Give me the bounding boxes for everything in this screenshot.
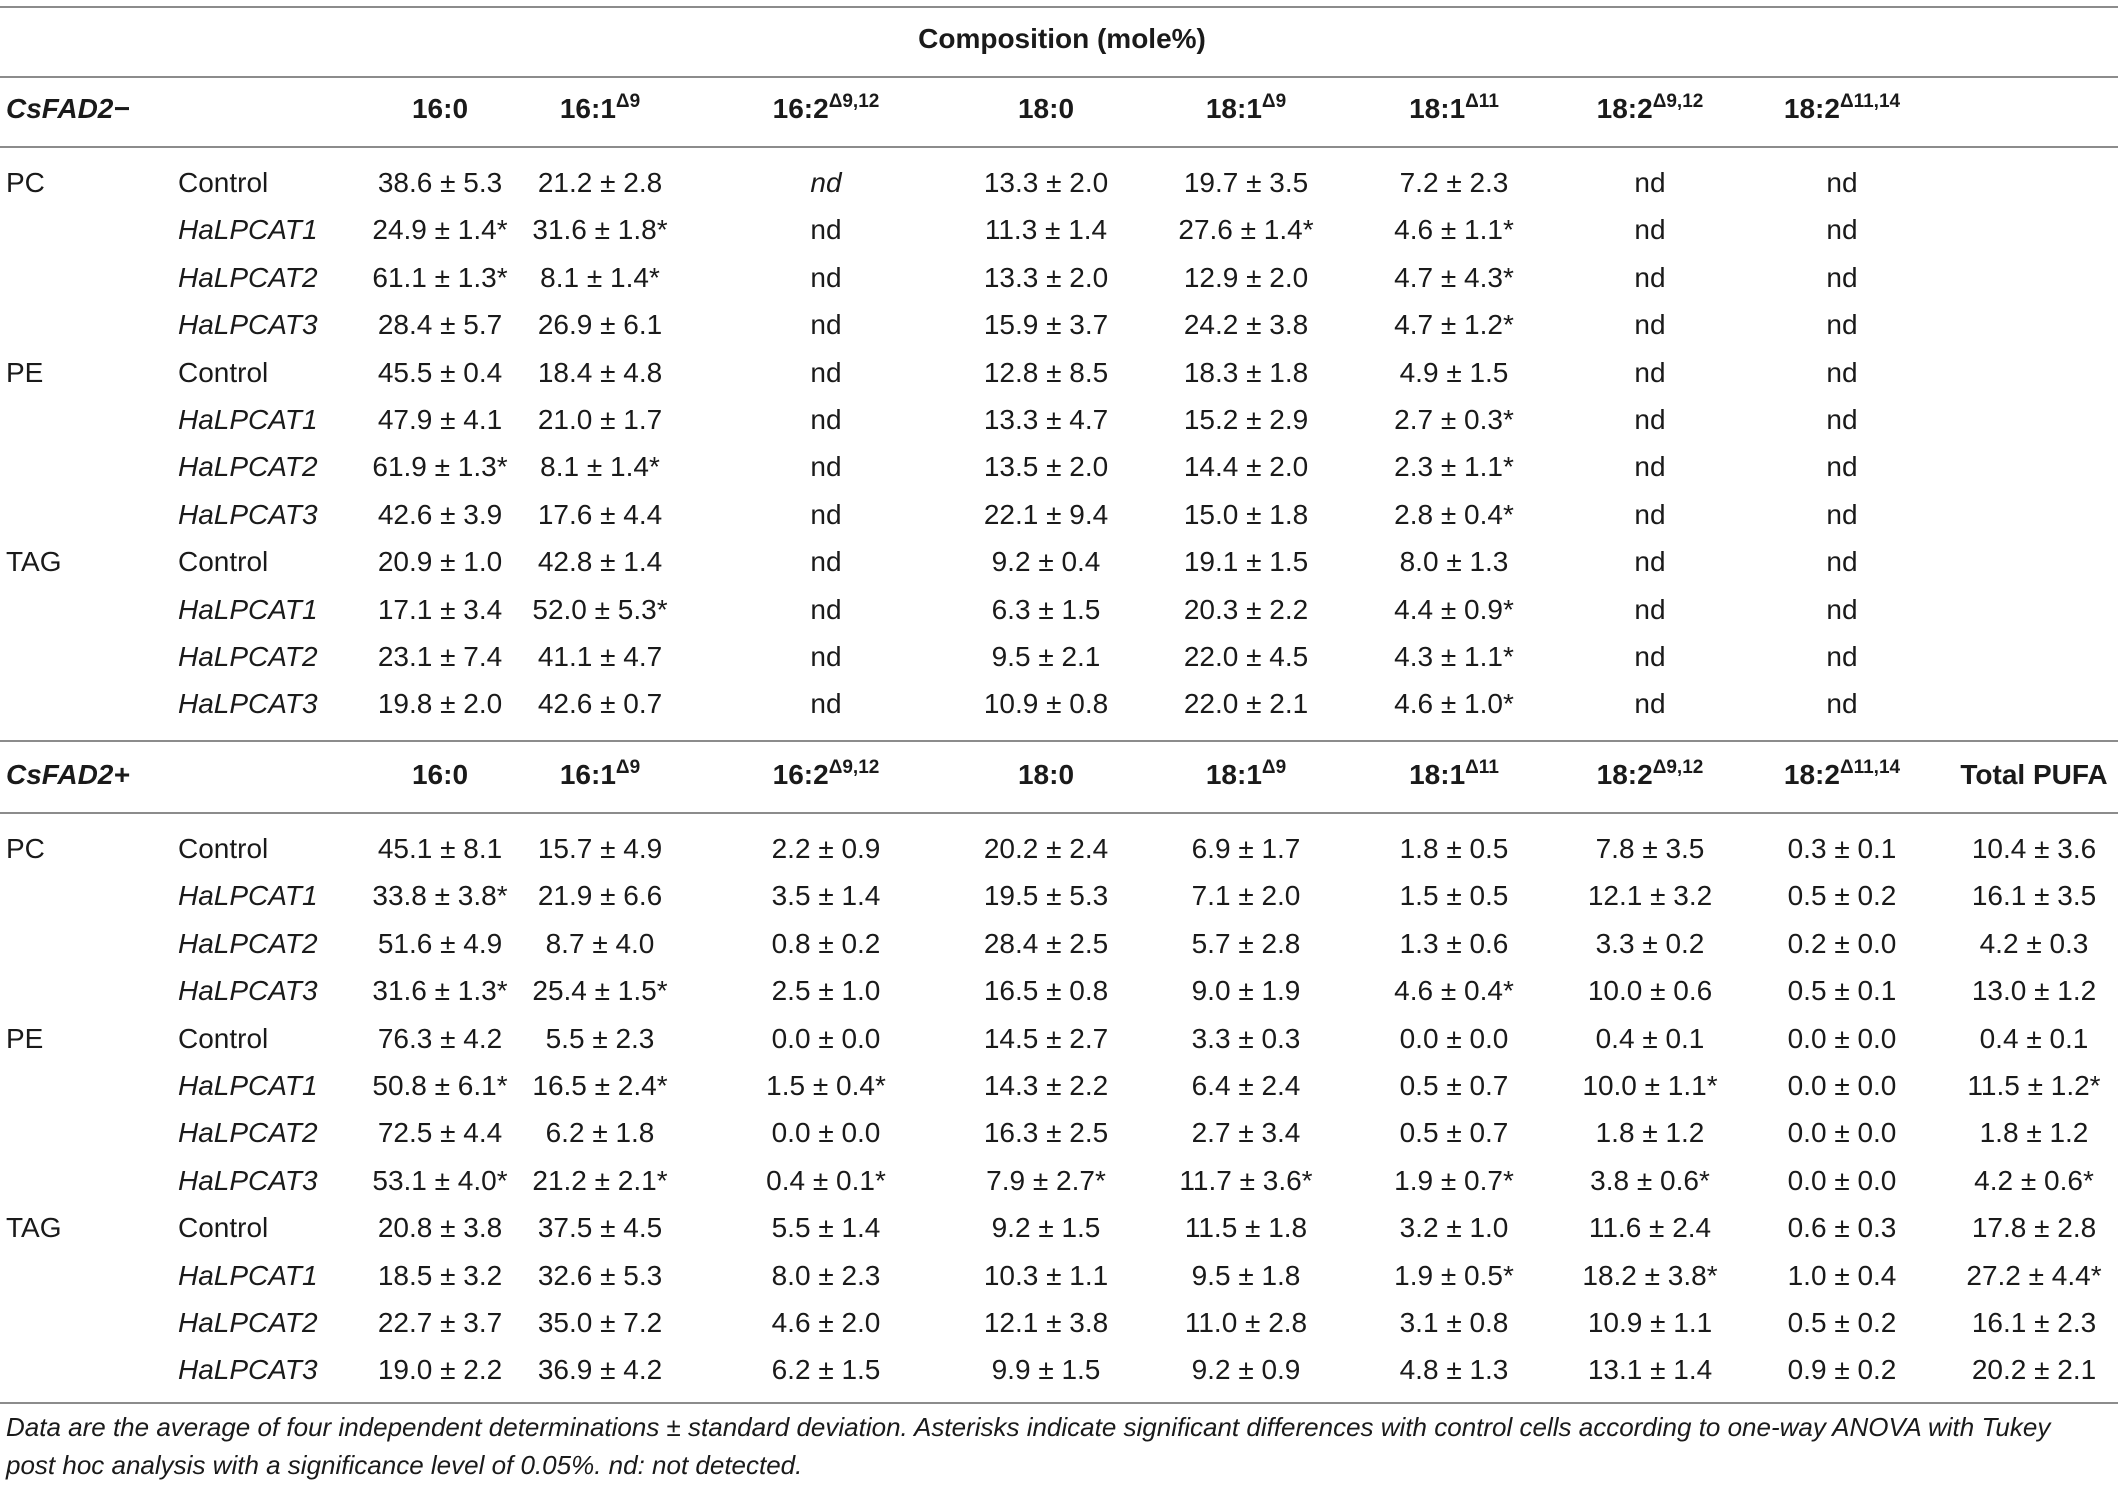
table-cell: 45.1 ± 8.1	[377, 833, 503, 864]
table-cell: 6.9 ± 1.7	[1191, 833, 1301, 864]
table-cell: 27.6 ± 1.4*	[1178, 214, 1314, 246]
table-cell: 24.2 ± 3.8	[1183, 309, 1309, 341]
table-cell: 20.9 ± 1.0	[377, 546, 503, 578]
table-cell: nd	[1634, 167, 1666, 198]
cell-line-label: HaLPCAT3	[178, 1354, 318, 1386]
cell-line-label: HaLPCAT1	[178, 1070, 318, 1101]
column-header: $18:2^{\Delta 11,14}$	[1783, 91, 1901, 124]
table-cell: 32.6 ± 5.3	[537, 1259, 663, 1291]
table-cell: nd	[1634, 641, 1666, 672]
table-cell: 19.7 ± 3.5	[1183, 167, 1309, 198]
table-cell: 11.5 ± 1.8	[1184, 1212, 1308, 1244]
table-cell: nd	[810, 404, 842, 435]
table-cell: 16.5 ± 2.4*	[532, 1070, 668, 1101]
table-cell: 16.3 ± 2.5	[983, 1117, 1109, 1149]
table-cell: 47.9 ± 4.1	[377, 404, 503, 435]
table-cell: 42.8 ± 1.4	[537, 546, 663, 578]
table-cell: 22.1 ± 9.4	[983, 498, 1109, 530]
lipid-class-label: TAG	[6, 1212, 62, 1244]
table-cell: 19.8 ± 2.0	[377, 688, 503, 720]
table-cell: 2.5 ± 1.0	[771, 975, 881, 1007]
table-cell: 11.3 ± 1.4	[984, 214, 1108, 246]
table-cell: 9.2 ± 0.4	[991, 546, 1101, 578]
cell-line-label: HaLPCAT2	[178, 641, 318, 672]
table-cell: 24.9 ± 1.4*	[372, 214, 508, 246]
table-cell: 4.6 ± 1.0*	[1394, 688, 1514, 720]
table-cell: 4.7 ± 1.2*	[1394, 309, 1514, 341]
table-cell: 76.3 ± 4.2	[377, 1022, 503, 1054]
table-cell: 28.4 ± 2.5	[983, 927, 1109, 959]
table-cell: nd	[810, 356, 842, 388]
table-cell: nd	[1826, 451, 1858, 483]
cell-line-label: HaLPCAT3	[178, 975, 318, 1007]
table-cell: 10.9 ± 0.8	[983, 688, 1109, 720]
table-cell: 1.8 ± 1.2	[1979, 1117, 2089, 1149]
table-cell: nd	[1826, 688, 1858, 720]
cell-line-label: HaLPCAT1	[178, 1259, 318, 1291]
cell-line-label: HaLPCAT3	[178, 688, 318, 720]
table-cell: 17.6 ± 4.4	[537, 498, 663, 530]
table-cell: 10.4 ± 3.6	[1971, 833, 2097, 864]
column-header: $18:2^{\Delta 9,12}$	[1596, 91, 1704, 124]
table-cell: 17.1 ± 3.4	[377, 593, 503, 625]
table-cell: 0.2 ± 0.0	[1787, 927, 1897, 959]
table-cell: 11.0 ± 2.8	[1184, 1307, 1308, 1338]
table-cell: 22.0 ± 4.5	[1183, 641, 1309, 672]
table-cell: 3.1 ± 0.8	[1399, 1307, 1509, 1338]
section-label: CsFAD2+	[6, 759, 130, 790]
table-cell: 50.8 ± 6.1*	[372, 1070, 508, 1101]
table-cell: 42.6 ± 0.7	[537, 688, 663, 720]
cell-line-label: HaLPCAT1	[178, 593, 318, 625]
table-cell: nd	[810, 641, 842, 672]
table-cell: 21.9 ± 6.6	[537, 880, 663, 912]
table-cell: 4.2 ± 0.6*	[1974, 1164, 2094, 1196]
table-cell: 2.7 ± 3.4	[1191, 1117, 1301, 1149]
table-cell: 19.0 ± 2.2	[377, 1354, 503, 1386]
table-cell: 18.5 ± 3.2	[377, 1259, 503, 1291]
table-cell: 3.3 ± 0.3	[1191, 1022, 1301, 1054]
table-cell: 0.0 ± 0.0	[1399, 1022, 1509, 1054]
table-cell: 22.0 ± 2.1	[1183, 688, 1309, 720]
table-cell: nd	[1634, 214, 1666, 246]
table-cell: 18.2 ± 3.8*	[1582, 1259, 1718, 1291]
table-cell: 2.7 ± 0.3*	[1394, 404, 1514, 435]
column-header: $16:2^{\Delta 9,12}$	[772, 91, 880, 124]
table-cell: 15.0 ± 1.8	[1183, 498, 1309, 530]
table-cell: 0.4 ± 0.1*	[766, 1164, 886, 1196]
column-header: 16:0	[411, 93, 469, 124]
table-cell: 8.0 ± 2.3	[771, 1259, 881, 1291]
table-cell: 12.1 ± 3.8	[983, 1307, 1109, 1338]
table-cell: 2.2 ± 0.9	[771, 833, 881, 864]
table-cell: 18.3 ± 1.8	[1183, 356, 1309, 388]
table-cell: 10.0 ± 0.6	[1587, 975, 1713, 1007]
column-header: $18:2^{\Delta 9,12}$	[1596, 757, 1704, 790]
table-cell: 1.8 ± 1.2	[1595, 1117, 1705, 1149]
table-cell: 9.9 ± 1.5	[991, 1354, 1101, 1386]
table-cell: 10.3 ± 1.1	[983, 1259, 1109, 1291]
table-cell: 41.1 ± 4.7	[537, 641, 663, 672]
table-cell: 0.0 ± 0.0	[1787, 1117, 1897, 1149]
table-cell: 1.3 ± 0.6	[1399, 927, 1509, 959]
cell-line-label: Control	[178, 167, 269, 198]
table-cell: 0.8 ± 0.2	[771, 927, 881, 959]
section-label: CsFAD2−	[6, 93, 130, 124]
table-cell: 0.6 ± 0.3	[1787, 1212, 1897, 1244]
table-cell: nd	[810, 451, 842, 483]
table-cell: 0.0 ± 0.0	[1787, 1070, 1897, 1101]
table-cell: nd	[1634, 498, 1666, 530]
table-cell: 7.2 ± 2.3	[1399, 167, 1509, 198]
table-cell: 1.8 ± 0.5	[1399, 833, 1509, 864]
table-cell: 13.3 ± 2.0	[983, 261, 1109, 293]
column-header: 16:0	[411, 759, 469, 790]
rule-under-header	[0, 146, 2118, 148]
column-header: $16:2^{\Delta 9,12}$	[772, 757, 880, 790]
table-cell: 14.4 ± 2.0	[1183, 451, 1309, 483]
table-cell: 0.5 ± 0.7	[1399, 1117, 1509, 1149]
table-cell: 9.5 ± 2.1	[991, 641, 1101, 672]
table-cell: 61.9 ± 1.3*	[372, 451, 508, 483]
table-cell: 31.6 ± 1.8*	[532, 214, 668, 246]
table-cell: nd	[810, 309, 842, 341]
cell-line-label: HaLPCAT1	[178, 404, 318, 435]
rule-under-header	[0, 812, 2118, 814]
table-cell: nd	[1634, 261, 1666, 293]
table-cell: nd	[810, 214, 842, 246]
table-cell: 19.1 ± 1.5	[1183, 546, 1309, 578]
table-cell: 9.2 ± 1.5	[991, 1212, 1101, 1244]
cell-line-label: HaLPCAT3	[178, 309, 318, 341]
table-cell: 10.0 ± 1.1*	[1582, 1070, 1718, 1101]
table-cell: 8.1 ± 1.4*	[540, 261, 660, 293]
table-cell: nd	[1634, 593, 1666, 625]
table-cell: nd	[1634, 356, 1666, 388]
table-cell: 4.6 ± 0.4*	[1394, 975, 1514, 1007]
table-cell: 14.5 ± 2.7	[983, 1022, 1109, 1054]
table-cell: 1.5 ± 0.5	[1399, 880, 1509, 912]
table-cell: 0.9 ± 0.2	[1787, 1354, 1897, 1386]
cell-line-label: HaLPCAT2	[178, 1307, 318, 1338]
column-header: $18:1^{\Delta 11}$	[1409, 757, 1499, 790]
table-cell: nd	[1826, 309, 1858, 341]
table-cell: 31.6 ± 1.3*	[372, 975, 508, 1007]
table-cell: 53.1 ± 4.0*	[372, 1164, 508, 1196]
table-cell: 16.1 ± 2.3	[1971, 1307, 2097, 1338]
cell-line-label: Control	[178, 1022, 269, 1054]
rule-under-title	[0, 76, 2118, 78]
table-cell: 4.9 ± 1.5	[1399, 356, 1509, 388]
lipid-class-label: PC	[6, 833, 45, 864]
cell-line-label: HaLPCAT3	[178, 1164, 318, 1196]
table-cell: 0.4 ± 0.1	[1595, 1022, 1705, 1054]
table-cell: nd	[810, 688, 842, 720]
table-cell: 12.8 ± 8.5	[983, 356, 1109, 388]
table-cell: 7.9 ± 2.7*	[986, 1164, 1106, 1196]
table-cell: nd	[810, 167, 842, 198]
table-cell: 13.3 ± 4.7	[983, 404, 1109, 435]
table-cell: 4.6 ± 1.1*	[1394, 214, 1514, 246]
table-cell: 22.7 ± 3.7	[377, 1307, 503, 1338]
table-cell: 0.0 ± 0.0	[771, 1022, 881, 1054]
table-cell: nd	[1826, 593, 1858, 625]
rule-top	[0, 6, 2118, 8]
table-cell: 0.0 ± 0.0	[1787, 1164, 1897, 1196]
table-cell: 0.5 ± 0.2	[1787, 880, 1897, 912]
table-cell: 21.2 ± 2.1*	[532, 1164, 668, 1196]
cell-line-label: Control	[178, 1212, 269, 1244]
table-cell: nd	[1826, 404, 1858, 435]
table-cell: 9.5 ± 1.8	[1191, 1259, 1301, 1291]
column-header: $18:1^{\Delta 9}$	[1205, 757, 1287, 790]
table-cell: 2.8 ± 0.4*	[1394, 498, 1514, 530]
table-cell: 21.0 ± 1.7	[537, 404, 663, 435]
table-cell: nd	[810, 261, 842, 293]
cell-line-label: HaLPCAT3	[178, 498, 318, 530]
table-cell: 20.2 ± 2.1	[1971, 1354, 2097, 1386]
table-cell: 0.4 ± 0.1	[1979, 1022, 2089, 1054]
table-cell: 6.2 ± 1.8	[545, 1117, 655, 1149]
table-cell: 6.2 ± 1.5	[771, 1354, 881, 1386]
table-cell: nd	[1634, 688, 1666, 720]
table-cell: 26.9 ± 6.1	[537, 309, 663, 341]
table-cell: 0.5 ± 0.7	[1399, 1070, 1509, 1101]
table-cell: 15.2 ± 2.9	[1183, 404, 1309, 435]
table-cell: 0.0 ± 0.0	[1787, 1022, 1897, 1054]
table-cell: nd	[1634, 309, 1666, 341]
cell-line-label: Control	[178, 833, 269, 864]
lipid-class-label: TAG	[6, 546, 62, 578]
column-header: 18:0	[1017, 759, 1075, 790]
table-cell: 28.4 ± 5.7	[377, 309, 503, 341]
table-cell: 20.2 ± 2.4	[983, 833, 1109, 864]
table-cell: 38.6 ± 5.3	[377, 167, 503, 198]
table-cell: 9.2 ± 0.9	[1191, 1354, 1301, 1386]
table-cell: 12.9 ± 2.0	[1183, 261, 1309, 293]
table-cell: 11.5 ± 1.2*	[1967, 1070, 2101, 1101]
table-cell: 23.1 ± 7.4	[377, 641, 503, 672]
table-cell: 19.5 ± 5.3	[983, 880, 1109, 912]
table-cell: 8.7 ± 4.0	[545, 927, 655, 959]
table-cell: 16.5 ± 0.8	[983, 975, 1109, 1007]
table-cell: 8.1 ± 1.4*	[540, 451, 660, 483]
cell-line-label: HaLPCAT2	[178, 927, 318, 959]
cell-line-label: HaLPCAT2	[178, 451, 318, 483]
cell-line-label: Control	[178, 356, 269, 388]
cell-line-label: Control	[178, 546, 269, 578]
column-header: $16:1^{\Delta 9}$	[559, 91, 641, 124]
table-cell: nd	[1826, 356, 1858, 388]
table-cell: 7.1 ± 2.0	[1191, 880, 1301, 912]
table-cell: 33.8 ± 3.8*	[372, 880, 508, 912]
table-cell: 13.1 ± 1.4	[1587, 1354, 1713, 1386]
table-cell: 20.8 ± 3.8	[377, 1212, 503, 1244]
table-cell: 3.8 ± 0.6*	[1590, 1164, 1710, 1196]
table-cell: 11.7 ± 3.6*	[1179, 1164, 1313, 1196]
table-cell: nd	[1826, 498, 1858, 530]
table-cell: 5.5 ± 2.3	[545, 1022, 655, 1054]
table-cell: 20.3 ± 2.2	[1183, 593, 1309, 625]
table-cell: nd	[1826, 546, 1858, 578]
table-cell: 13.5 ± 2.0	[983, 451, 1109, 483]
table-cell: 15.7 ± 4.9	[537, 833, 663, 864]
table-cell: 21.2 ± 2.8	[537, 167, 663, 198]
table-cell: 0.5 ± 0.1	[1787, 975, 1897, 1007]
table-cell: 61.1 ± 1.3*	[372, 261, 508, 293]
table-cell: 12.1 ± 3.2	[1587, 880, 1713, 912]
column-header: $18:2^{\Delta 11,14}$	[1783, 757, 1901, 790]
table-cell: 4.4 ± 0.9*	[1394, 593, 1514, 625]
table-cell: 1.5 ± 0.4*	[766, 1070, 886, 1101]
table-cell: 5.5 ± 1.4	[771, 1212, 881, 1244]
table-cell: 37.5 ± 4.5	[537, 1212, 663, 1244]
cell-line-label: HaLPCAT1	[178, 214, 318, 246]
table-cell: 18.4 ± 4.8	[537, 356, 663, 388]
table-cell: 27.2 ± 4.4*	[1966, 1259, 2102, 1291]
table-footnote: Data are the average of four independent determinations ± standard deviation. Asterisks indicate significant differences with control cells according to one-way ANOVA with Tukey post hoc analysis with a significance level of 0.05%. nd: not detected.	[6, 1412, 2051, 1480]
table-cell: 6.3 ± 1.5	[991, 593, 1101, 625]
table-cell: 10.9 ± 1.1	[1587, 1307, 1713, 1338]
table-cell: nd	[810, 498, 842, 530]
table-cell: nd	[1826, 261, 1858, 293]
table-cell: nd	[1826, 214, 1858, 246]
cell-line-label: HaLPCAT2	[178, 1117, 318, 1149]
cell-line-label: HaLPCAT2	[178, 261, 318, 293]
table-cell: 7.8 ± 3.5	[1595, 833, 1705, 864]
table-cell: 5.7 ± 2.8	[1191, 927, 1301, 959]
table-cell: 1.9 ± 0.5*	[1394, 1259, 1514, 1291]
table-cell: 1.9 ± 0.7*	[1394, 1164, 1514, 1196]
table-cell: 0.0 ± 0.0	[771, 1117, 881, 1149]
table-cell: 52.0 ± 5.3*	[532, 593, 668, 625]
table-cell: 4.3 ± 1.1*	[1394, 641, 1514, 672]
table-cell: nd	[1634, 546, 1666, 578]
table-cell: 8.0 ± 1.3	[1399, 546, 1509, 578]
table-cell: 15.9 ± 3.7	[983, 309, 1109, 341]
table-cell: 4.8 ± 1.3	[1399, 1354, 1509, 1386]
lipid-class-label: PC	[6, 167, 45, 198]
rule-bottom	[0, 1402, 2118, 1404]
table-cell: nd	[810, 546, 842, 578]
table-cell: 36.9 ± 4.2	[537, 1354, 663, 1386]
column-header: Total PUFA	[1960, 759, 2108, 790]
table-cell: 13.0 ± 1.2	[1971, 975, 2097, 1007]
table-cell: nd	[1826, 167, 1858, 198]
column-header: $18:1^{\Delta 9}$	[1205, 91, 1287, 124]
cell-line-label: HaLPCAT1	[178, 880, 318, 912]
table-cell: 3.2 ± 1.0	[1399, 1212, 1509, 1244]
table-cell: 1.0 ± 0.4	[1787, 1259, 1897, 1291]
table-cell: 0.5 ± 0.2	[1787, 1307, 1897, 1338]
table-cell: 4.6 ± 2.0	[771, 1307, 881, 1338]
table-title: Composition (mole%)	[918, 23, 1206, 54]
table-cell: nd	[1634, 451, 1666, 483]
table-cell: 4.7 ± 4.3*	[1394, 261, 1514, 293]
table-cell: 3.3 ± 0.2	[1595, 927, 1705, 959]
table-cell: nd	[1634, 404, 1666, 435]
column-header: 18:0	[1017, 93, 1075, 124]
table-cell: 16.1 ± 3.5	[1971, 880, 2097, 912]
table-cell: nd	[810, 593, 842, 625]
table-cell: 45.5 ± 0.4	[377, 356, 503, 388]
table-cell: nd	[1826, 641, 1858, 672]
lipid-class-label: PE	[6, 1022, 44, 1054]
column-header: $18:1^{\Delta 11}$	[1409, 91, 1499, 124]
table-cell: 9.0 ± 1.9	[1191, 975, 1301, 1007]
table-cell: 35.0 ± 7.2	[537, 1307, 663, 1338]
lipid-class-label: PE	[6, 356, 44, 388]
table-cell: 0.3 ± 0.1	[1787, 833, 1897, 864]
rule-section-divider	[0, 740, 2118, 742]
table-cell: 25.4 ± 1.5*	[532, 975, 668, 1007]
table-cell: 11.6 ± 2.4	[1588, 1212, 1712, 1244]
table-cell: 42.6 ± 3.9	[377, 498, 503, 530]
table-cell: 6.4 ± 2.4	[1191, 1070, 1301, 1101]
table-cell: 3.5 ± 1.4	[771, 880, 881, 912]
column-header: $16:1^{\Delta 9}$	[559, 757, 641, 790]
table-cell: 13.3 ± 2.0	[983, 167, 1109, 198]
table-cell: 4.2 ± 0.3	[1979, 927, 2089, 959]
table-cell: 17.8 ± 2.8	[1971, 1212, 2097, 1244]
table-cell: 51.6 ± 4.9	[377, 927, 503, 959]
table-cell: 2.3 ± 1.1*	[1394, 451, 1514, 483]
table-cell: 14.3 ± 2.2	[983, 1070, 1109, 1101]
table-cell: 72.5 ± 4.4	[377, 1117, 503, 1149]
